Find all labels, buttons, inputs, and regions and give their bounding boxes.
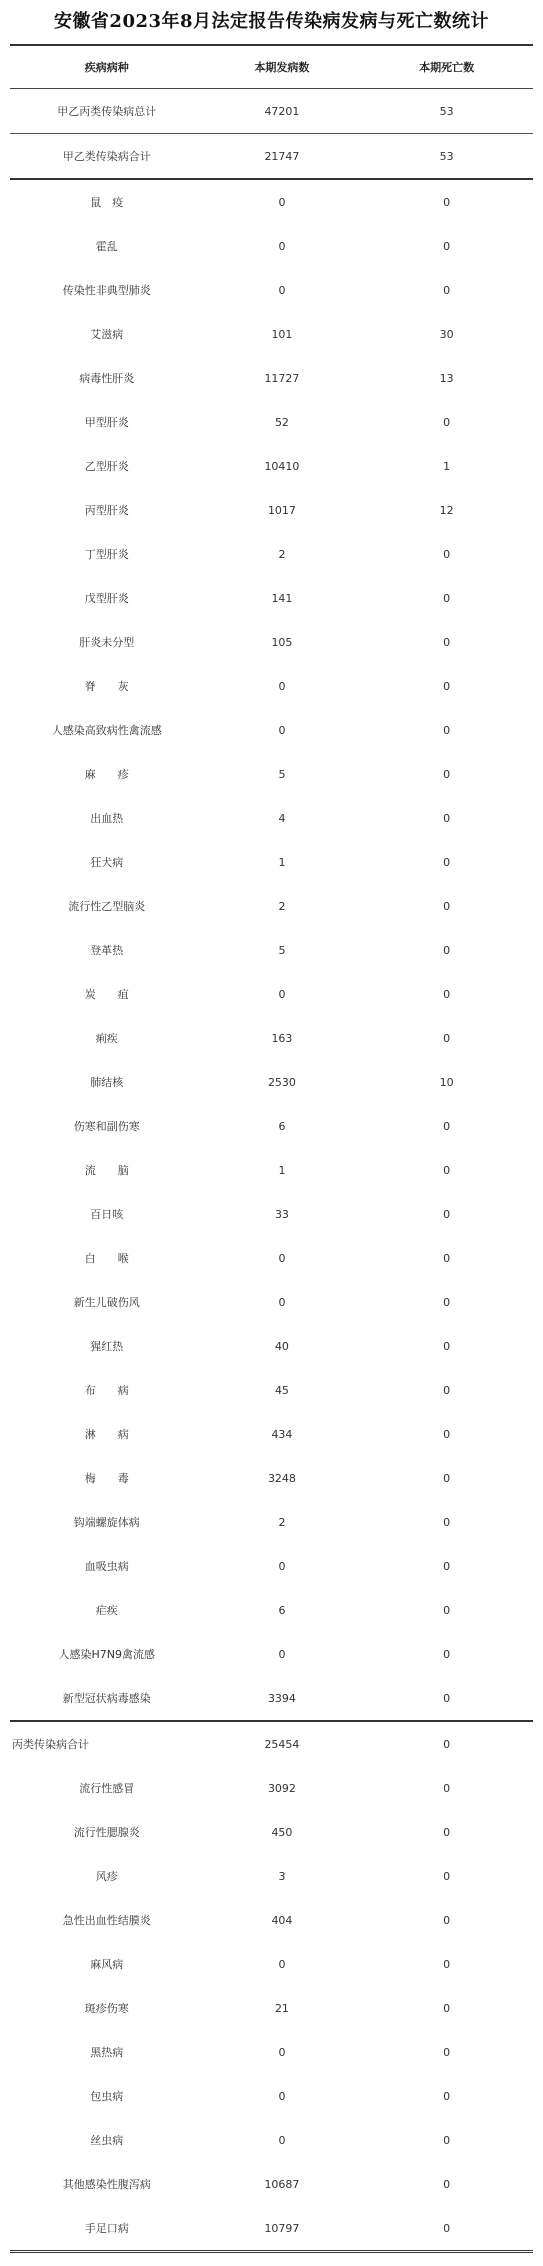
cases-cell: 45 — [274, 1383, 289, 1397]
deaths-cell: 0 — [443, 195, 451, 209]
header-cases: 本期发病数 — [254, 61, 310, 74]
table-row — [10, 224, 533, 268]
table-row — [10, 1676, 533, 1722]
cases-cell: 6 — [278, 1119, 286, 1133]
table-row — [10, 708, 533, 752]
disease-name-cell: 肝炎未分型 — [79, 636, 135, 649]
disease-name-cell: 斑疹伤寒 — [84, 2002, 129, 2015]
deaths-cell: 0 — [443, 1471, 451, 1485]
deaths-cell: 0 — [443, 679, 451, 693]
deaths-cell: 0 — [443, 547, 451, 561]
table-row — [10, 1544, 533, 1588]
table-row — [10, 1632, 533, 1676]
disease-name-cell: 布 病 — [84, 1384, 129, 1397]
deaths-cell: 0 — [443, 1913, 451, 1927]
table-header — [10, 46, 533, 89]
deaths-cell: 0 — [443, 1559, 451, 1573]
disease-name-cell: 淋 病 — [84, 1428, 129, 1441]
cases-cell: 0 — [278, 679, 286, 693]
cases-cell: 2 — [278, 547, 286, 561]
cases-cell: 2530 — [267, 1075, 296, 1089]
table-row — [10, 884, 533, 928]
deaths-cell: 0 — [443, 239, 451, 253]
disease-name-cell: 病毒性肝炎 — [79, 372, 135, 385]
cases-cell: 434 — [271, 1427, 293, 1441]
table-row — [10, 1192, 533, 1236]
table-row — [10, 752, 533, 796]
disease-name-cell: 人感染H7N9禽流感 — [58, 1648, 155, 1661]
disease-name-cell: 流 脑 — [84, 1164, 129, 1177]
deaths-cell: 0 — [443, 1119, 451, 1133]
cases-cell: 0 — [278, 283, 286, 297]
cases-cell: 2 — [278, 1515, 286, 1529]
table-row — [10, 532, 533, 576]
disease-name-cell: 梅 毒 — [84, 1472, 129, 1485]
disease-name-cell: 黑热病 — [90, 2046, 124, 2059]
deaths-cell: 0 — [443, 2045, 451, 2059]
deaths-cell: 0 — [443, 1383, 451, 1397]
cases-cell: 0 — [278, 1295, 286, 1309]
cases-cell: 404 — [271, 1913, 293, 1927]
table-row — [10, 1500, 533, 1544]
disease-name-cell: 新型冠状病毒感染 — [62, 1692, 151, 1705]
deaths-cell: 0 — [443, 2001, 451, 2015]
cases-cell: 52 — [274, 415, 289, 429]
disease-name-cell: 丙类传染病合计 — [12, 1738, 89, 1751]
disease-name-cell: 钩端螺旋体病 — [73, 1516, 140, 1529]
table-row — [10, 1280, 533, 1324]
deaths-cell: 0 — [443, 1737, 451, 1751]
deaths-cell: 0 — [443, 1647, 451, 1661]
cases-cell: 10687 — [264, 2177, 300, 2191]
deaths-cell: 0 — [443, 635, 451, 649]
deaths-cell: 0 — [443, 1339, 451, 1353]
table-row — [10, 1942, 533, 1986]
deaths-cell: 0 — [443, 1163, 451, 1177]
deaths-cell: 30 — [439, 327, 454, 341]
cases-cell: 3092 — [267, 1781, 296, 1795]
table-row — [10, 312, 533, 356]
table-row — [10, 134, 533, 180]
cases-cell: 1017 — [267, 503, 296, 517]
deaths-cell: 0 — [443, 987, 451, 1001]
statistics-table — [10, 44, 533, 2253]
cases-cell: 0 — [278, 987, 286, 1001]
table-row — [10, 1060, 533, 1104]
disease-name-cell: 甲乙丙类传染病总计 — [57, 105, 157, 118]
table-row — [10, 2162, 533, 2206]
cases-cell: 0 — [278, 195, 286, 209]
table-row — [10, 180, 533, 224]
table-row — [10, 89, 533, 134]
table-row — [10, 1810, 533, 1854]
page-title: 安徽省2023年8月法定报告传染病发病与死亡数统计 — [53, 11, 490, 32]
disease-name-cell: 丙型肝炎 — [84, 504, 129, 517]
cases-cell: 10797 — [264, 2221, 300, 2235]
disease-name-cell: 其他感染性腹泻病 — [62, 2178, 151, 2191]
table-row — [10, 1324, 533, 1368]
disease-name-cell: 人感染高致病性禽流感 — [51, 724, 162, 737]
deaths-cell: 0 — [443, 899, 451, 913]
cases-cell: 47201 — [264, 104, 300, 118]
deaths-cell: 0 — [443, 1295, 451, 1309]
cases-cell: 10410 — [264, 459, 300, 473]
disease-name-cell: 炭 疽 — [84, 988, 129, 1001]
table-row — [10, 1588, 533, 1632]
deaths-cell: 10 — [439, 1075, 454, 1089]
deaths-cell: 0 — [443, 1869, 451, 1883]
cases-cell: 0 — [278, 2133, 286, 2147]
header-disease: 疾病病种 — [84, 61, 129, 74]
cases-cell: 5 — [278, 767, 286, 781]
disease-name-cell: 狂犬病 — [90, 856, 124, 869]
table-row — [10, 1236, 533, 1280]
table-row — [10, 576, 533, 620]
table-row — [10, 2074, 533, 2118]
disease-name-cell: 流行性腮腺炎 — [73, 1826, 140, 1839]
table-row — [10, 1368, 533, 1412]
disease-name-cell: 传染性非典型肺炎 — [62, 284, 151, 297]
disease-name-cell: 登革热 — [90, 944, 124, 957]
deaths-cell: 13 — [439, 371, 454, 385]
cases-cell: 141 — [271, 591, 293, 605]
deaths-cell: 1 — [443, 459, 451, 473]
disease-name-cell: 乙型肝炎 — [84, 460, 129, 473]
deaths-cell: 0 — [443, 415, 451, 429]
disease-name-cell: 麻风病 — [90, 1958, 124, 1971]
table-row — [10, 1104, 533, 1148]
disease-name-cell: 新生儿破伤风 — [73, 1296, 140, 1309]
cases-cell: 21747 — [264, 149, 300, 163]
table-row — [10, 1898, 533, 1942]
deaths-cell: 0 — [443, 2177, 451, 2191]
deaths-cell: 0 — [443, 811, 451, 825]
disease-name-cell: 霍乱 — [95, 240, 118, 253]
deaths-cell: 12 — [439, 503, 454, 517]
cases-cell: 0 — [278, 1647, 286, 1661]
table-row — [10, 1412, 533, 1456]
cases-cell: 25454 — [264, 1737, 300, 1751]
cases-cell: 450 — [271, 1825, 293, 1839]
table-row — [10, 796, 533, 840]
table-row — [10, 2030, 533, 2074]
table-row — [10, 2118, 533, 2162]
disease-name-cell: 流行性感冒 — [79, 1782, 135, 1795]
disease-name-cell: 麻 疹 — [84, 768, 129, 781]
table-row — [10, 972, 533, 1016]
cases-cell: 0 — [278, 723, 286, 737]
disease-name-cell: 流行性乙型脑炎 — [68, 900, 146, 913]
disease-name-cell: 血吸虫病 — [84, 1560, 129, 1573]
disease-name-cell: 急性出血性结膜炎 — [62, 1914, 151, 1927]
cases-cell: 1 — [278, 1163, 286, 1177]
table-row — [10, 356, 533, 400]
disease-name-cell: 疟疾 — [95, 1604, 118, 1617]
deaths-cell: 0 — [443, 283, 451, 297]
cases-cell: 0 — [278, 2089, 286, 2103]
cases-cell: 6 — [278, 1603, 286, 1617]
table-row — [10, 400, 533, 444]
table-row — [10, 1766, 533, 1810]
cases-cell: 0 — [278, 1559, 286, 1573]
table-row — [10, 1016, 533, 1060]
cases-cell: 0 — [278, 2045, 286, 2059]
cases-cell: 33 — [274, 1207, 289, 1221]
disease-name-cell: 出血热 — [90, 812, 124, 825]
cases-cell: 0 — [278, 239, 286, 253]
table-row — [10, 268, 533, 312]
cases-cell: 5 — [278, 943, 286, 957]
table-row — [10, 620, 533, 664]
disease-name-cell: 戊型肝炎 — [84, 592, 129, 605]
disease-name-cell: 鼠 疫 — [90, 196, 124, 209]
table-row — [10, 1854, 533, 1898]
disease-name-cell: 白 喉 — [84, 1252, 129, 1265]
deaths-cell: 0 — [443, 1251, 451, 1265]
deaths-cell: 53 — [439, 104, 454, 118]
disease-name-cell: 脊 灰 — [84, 680, 129, 693]
cases-cell: 11727 — [264, 371, 300, 385]
cases-cell: 3 — [278, 1869, 286, 1883]
table-body — [10, 89, 533, 2253]
cases-cell: 0 — [278, 1957, 286, 1971]
table-row — [10, 928, 533, 972]
deaths-cell: 0 — [443, 1603, 451, 1617]
cases-cell: 3394 — [267, 1691, 296, 1705]
table-row — [10, 488, 533, 532]
disease-name-cell: 甲型肝炎 — [84, 416, 129, 429]
cases-cell: 105 — [271, 635, 293, 649]
disease-name-cell: 丁型肝炎 — [84, 548, 129, 561]
disease-name-cell: 艾滋病 — [90, 328, 124, 341]
deaths-cell: 0 — [443, 855, 451, 869]
table-row — [10, 1148, 533, 1192]
disease-name-cell: 包虫病 — [90, 2090, 124, 2103]
disease-name-cell: 猩红热 — [90, 1340, 124, 1353]
table-row — [10, 2206, 533, 2253]
table-row — [10, 444, 533, 488]
disease-name-cell: 手足口病 — [84, 2222, 129, 2235]
disease-name-cell: 风疹 — [95, 1870, 118, 1883]
disease-name-cell: 伤寒和副伤寒 — [73, 1120, 140, 1133]
deaths-cell: 0 — [443, 591, 451, 605]
deaths-cell: 0 — [443, 1957, 451, 1971]
deaths-cell: 0 — [443, 2133, 451, 2147]
header-deaths: 本期死亡数 — [419, 61, 475, 74]
disease-name-cell: 痢疾 — [95, 1032, 118, 1045]
deaths-cell: 0 — [443, 1427, 451, 1441]
cases-cell: 21 — [274, 2001, 289, 2015]
deaths-cell: 0 — [443, 723, 451, 737]
cases-cell: 40 — [274, 1339, 289, 1353]
deaths-cell: 0 — [443, 2089, 451, 2103]
table-row — [10, 1986, 533, 2030]
cases-cell: 163 — [271, 1031, 293, 1045]
disease-name-cell: 百日咳 — [90, 1208, 124, 1221]
cases-cell: 2 — [278, 899, 286, 913]
deaths-cell: 0 — [443, 1031, 451, 1045]
cases-cell: 1 — [278, 855, 286, 869]
disease-name-cell: 肺结核 — [90, 1076, 124, 1089]
table-row — [10, 840, 533, 884]
cases-cell: 3248 — [267, 1471, 296, 1485]
deaths-cell: 0 — [443, 2221, 451, 2235]
table-row — [10, 664, 533, 708]
deaths-cell: 0 — [443, 943, 451, 957]
cases-cell: 101 — [271, 327, 293, 341]
disease-name-cell: 丝虫病 — [90, 2134, 124, 2147]
deaths-cell: 53 — [439, 149, 454, 163]
deaths-cell: 0 — [443, 767, 451, 781]
deaths-cell: 0 — [443, 1515, 451, 1529]
cases-cell: 4 — [278, 811, 286, 825]
deaths-cell: 0 — [443, 1825, 451, 1839]
deaths-cell: 0 — [443, 1207, 451, 1221]
table-row — [10, 1722, 533, 1766]
table-row — [10, 1456, 533, 1500]
disease-name-cell: 甲乙类传染病合计 — [62, 150, 151, 163]
deaths-cell: 0 — [443, 1691, 451, 1705]
cases-cell: 0 — [278, 1251, 286, 1265]
deaths-cell: 0 — [443, 1781, 451, 1795]
